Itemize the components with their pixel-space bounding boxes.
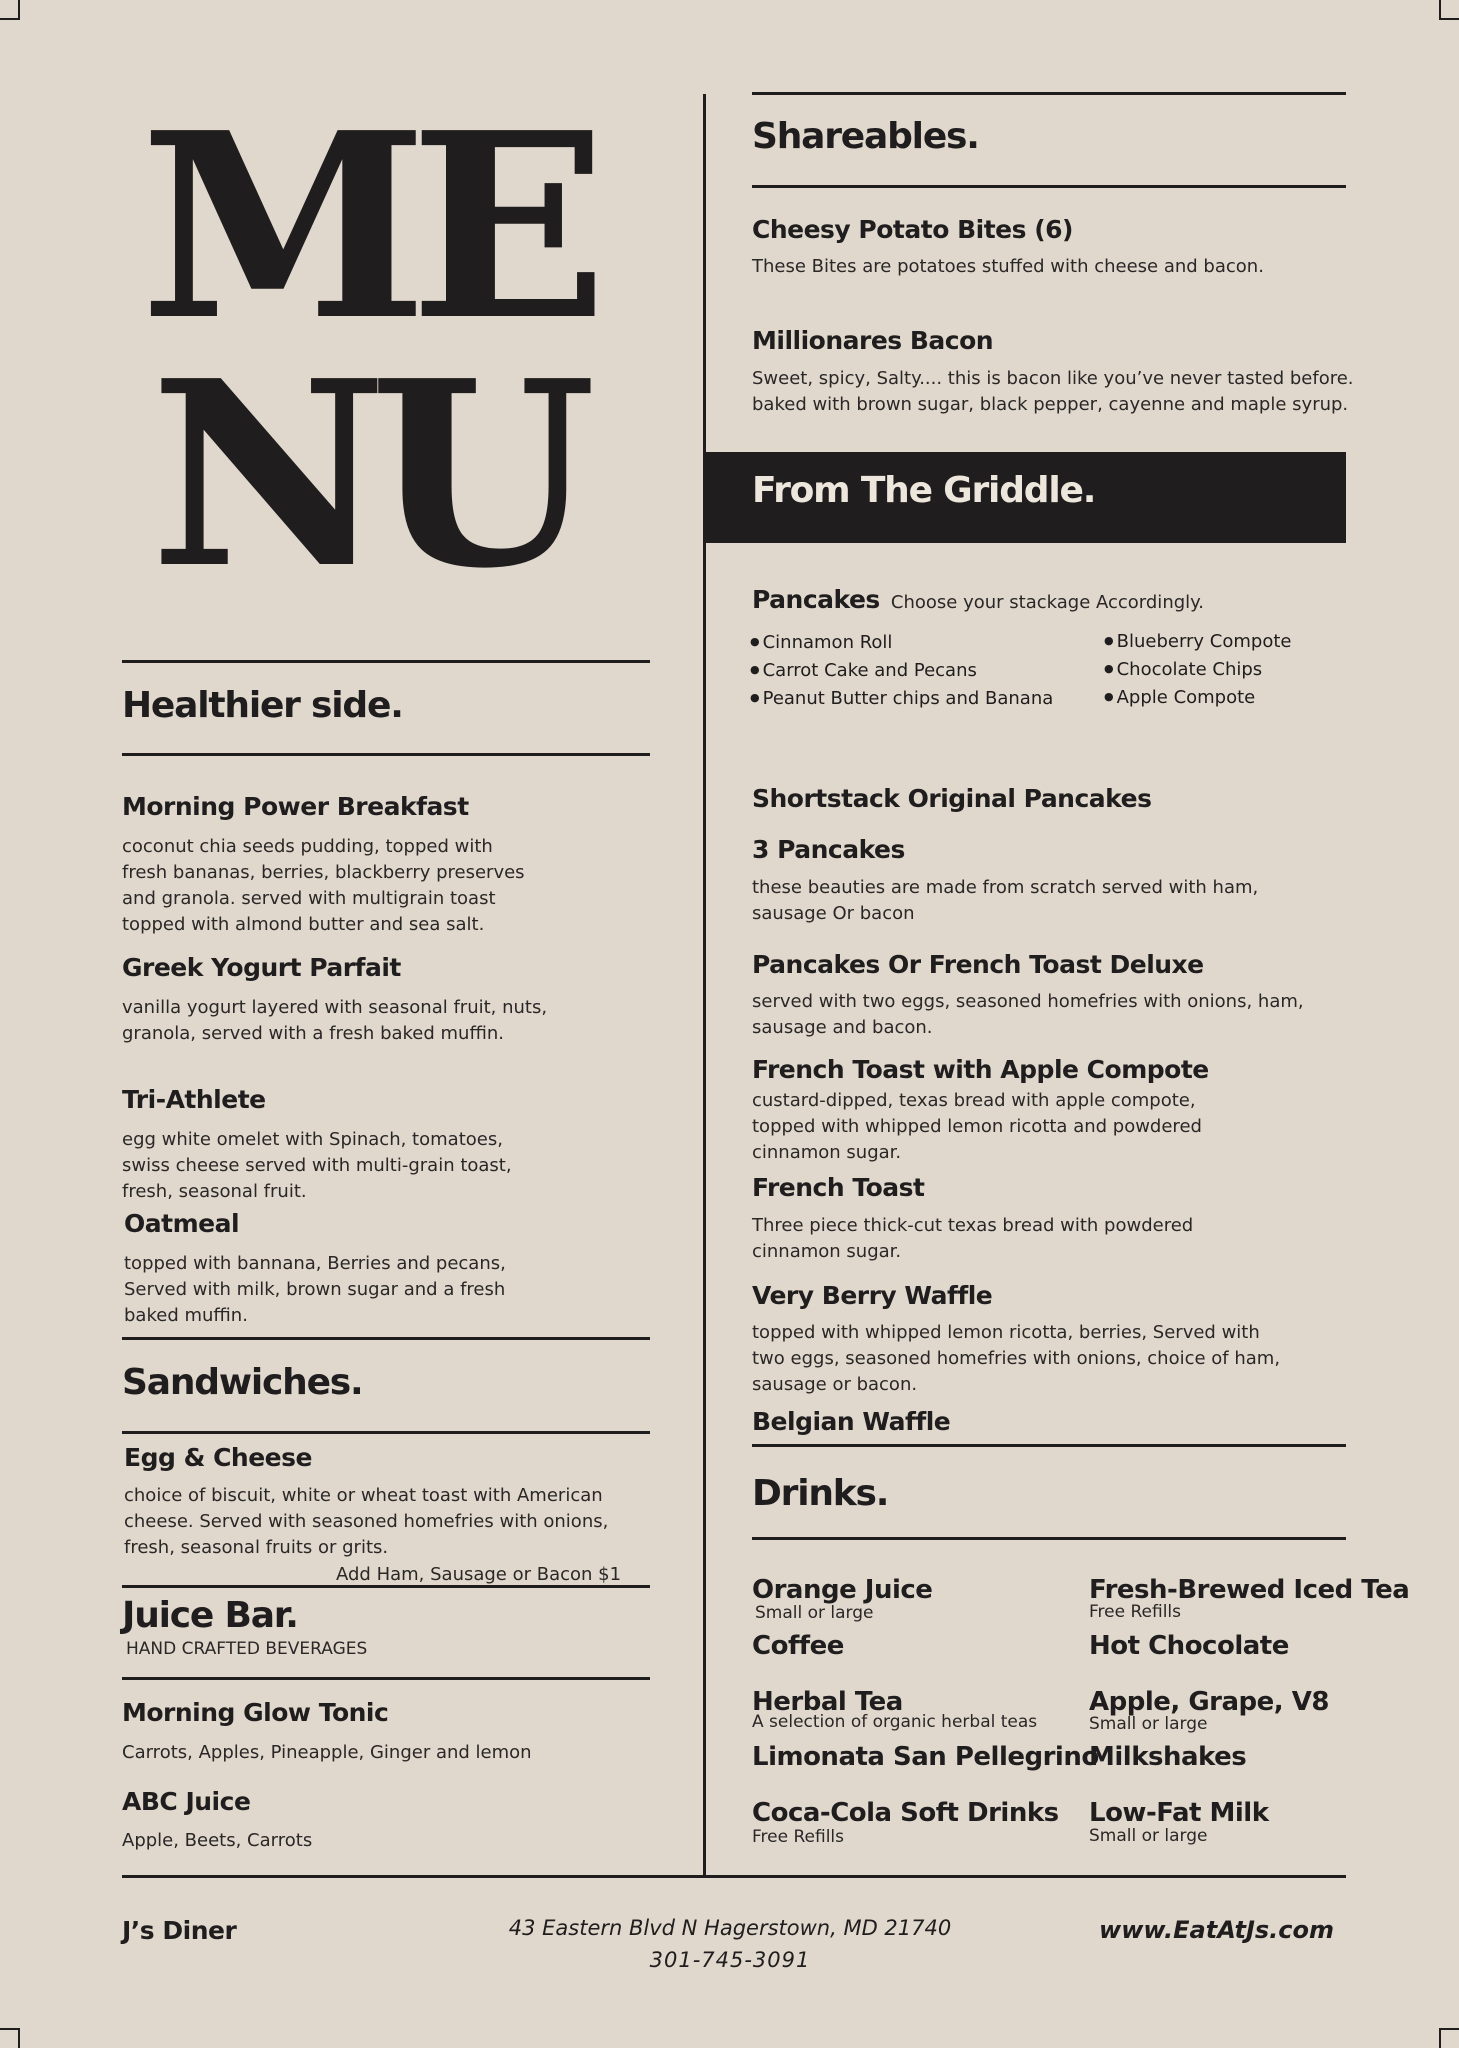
drink-note: Free Refills [1089,1602,1181,1622]
drink-name: Coca-Cola Soft Drinks [752,1798,1059,1828]
drink-name: Milkshakes [1089,1742,1247,1772]
desc-line: cinnamon sugar. [752,1241,902,1262]
drink-name: Hot Chocolate [1089,1631,1289,1661]
desc-line: two eggs, seasoned homefries with onions, choice of ham, [752,1348,1281,1369]
drink-name: Limonata San Pellegrino [752,1742,1099,1772]
drink-note: Free Refills [752,1827,844,1847]
desc-line: Three piece thick-cut texas bread with powdered [752,1215,1194,1236]
item-name: Cheesy Potato Bites (6) [752,215,1073,244]
crop-mark-top-left [0,0,20,20]
pancakes-name: Pancakes [752,585,880,614]
drinks-bottom-rule [752,1537,1346,1540]
desc-line: These Bites are potatoes stuffed with cheese and bacon. [752,256,1264,277]
footer-website[interactable]: www.EatAtJs.com [1099,1916,1334,1944]
item-name: Millionares Bacon [752,326,994,355]
item-name: Greek Yogurt Parfait [122,953,401,982]
desc-line: granola, served with a fresh baked muffin. [122,1023,504,1044]
desc-line: cheese. Served with seasoned homefries with onions, [124,1511,609,1532]
shareables-top-rule [752,92,1346,95]
item-desc [752,1320,1280,1398]
item-desc [752,366,1354,418]
center-divider [703,94,706,1876]
list-item: ● Cinnamon Roll [750,630,1053,658]
desc-line: cinnamon sugar. [752,1142,902,1163]
desc-line: custard-dipped, texas bread with apple compote, [752,1090,1196,1111]
drink-name: Fresh-Brewed Iced Tea [1089,1575,1410,1605]
desc-line: fresh, seasonal fruit. [122,1181,307,1202]
pancake-options-right [1104,629,1292,713]
footer-phone: 301-745-3091 [649,1948,811,1972]
pancakes-line [752,585,1204,616]
footer-address: 43 Eastern Blvd N Hagerstown, MD 21740 [508,1916,952,1940]
drinks-heading: Drinks. [752,1473,889,1514]
drink-name: Coffee [752,1631,844,1661]
item-desc [752,989,1304,1041]
menu-title-line-2: NU [150,326,578,625]
desc-line: coconut chia seeds pudding, topped with [122,836,493,857]
list-item: ● Peanut Butter chips and Banana [750,686,1053,714]
item-desc [124,1483,608,1561]
healthier-bottom-rule [122,753,650,756]
juice-top-rule [122,1585,650,1588]
drink-name: Orange Juice [752,1575,933,1605]
item-desc [752,1088,1202,1166]
drinks-top-rule [752,1444,1346,1447]
menu-title-line-1: ME [140,78,590,377]
juice-bottom-rule [122,1677,650,1680]
footer-rule [122,1875,1346,1878]
item-desc [122,1127,512,1205]
shareables-heading: Shareables. [752,116,979,157]
desc-line: sausage Or bacon [752,903,915,924]
item-desc [124,1251,506,1329]
item-name: Morning Glow Tonic [122,1698,389,1727]
shareables-bottom-rule [752,185,1346,188]
list-item: ● Chocolate Chips [1104,657,1292,685]
desc-line: Served with milk, brown sugar and a fresh [124,1279,506,1300]
crop-mark-top-right [1439,0,1459,20]
addon-note: Add Ham, Sausage or Bacon $1 [336,1564,622,1585]
drink-name: Apple, Grape, V8 [1089,1687,1329,1717]
drink-note: Small or large [755,1603,874,1623]
juice-subheading: HAND CRAFTED BEVERAGES [126,1639,368,1659]
item-name: Pancakes Or French Toast Deluxe [752,950,1204,979]
desc-line: baked with brown sugar, black pepper, cayenne and maple syrup. [752,394,1349,415]
belgian-waffle: Belgian Waffle [752,1407,951,1436]
desc-line: choice of biscuit, white or wheat toast with American [124,1485,603,1506]
list-item: ● Blueberry Compote [1104,629,1292,657]
drink-note: Small or large [1089,1714,1208,1734]
desc-line: sausage or bacon. [752,1374,918,1395]
desc-line: Sweet, spicy, Salty.... this is bacon like you’ve never tasted before. [752,368,1354,389]
drink-note: Small or large [1089,1826,1208,1846]
drink-name: Low-Fat Milk [1089,1798,1269,1828]
pancake-options-left [750,630,1053,714]
item-desc [752,254,1264,280]
item-name: Oatmeal [124,1209,240,1238]
desc-line: swiss cheese served with multi-grain toast, [122,1155,512,1176]
desc-line: fresh bananas, berries, blackberry preserves [122,862,525,883]
item-name: Very Berry Waffle [752,1281,993,1310]
list-item: ● Apple Compote [1104,685,1292,713]
item-name: 3 Pancakes [752,835,905,864]
healthier-top-rule [122,660,650,663]
item-desc: Carrots, Apples, Pineapple, Ginger and lemon [122,1742,532,1763]
crop-mark-bottom-right [1439,2028,1459,2048]
sandwiches-heading: Sandwiches. [122,1362,363,1403]
item-name: Morning Power Breakfast [122,792,469,821]
drink-note: A selection of organic herbal teas [752,1712,1038,1732]
healthier-heading: Healthier side. [122,685,403,726]
list-item: ● Carrot Cake and Pecans [750,658,1053,686]
item-name: French Toast with Apple Compote [752,1055,1209,1084]
desc-line: vanilla yogurt layered with seasonal fruit, nuts, [122,997,548,1018]
item-desc [122,995,547,1047]
item-name: Tri-Athlete [122,1085,266,1114]
desc-line: topped with almond butter and sea salt. [122,914,485,935]
shortstack-heading: Shortstack Original Pancakes [752,784,1152,813]
item-desc [122,834,525,938]
sandwiches-bottom-rule [122,1431,650,1434]
item-name: French Toast [752,1173,925,1202]
item-desc [752,1213,1193,1265]
sandwiches-top-rule [122,1337,650,1340]
item-desc [752,875,1258,927]
desc-line: topped with whipped lemon ricotta and powdered [752,1116,1202,1137]
item-name: ABC Juice [122,1787,251,1816]
desc-line: served with two eggs, seasoned homefries with onions, ham, [752,991,1304,1012]
desc-line: baked muffin. [124,1305,248,1326]
desc-line: topped with bannana, Berries and pecans, [124,1253,506,1274]
item-name: Egg & Cheese [124,1443,312,1472]
crop-mark-bottom-left [0,2028,20,2048]
drink-name: Herbal Tea [752,1687,903,1717]
griddle-heading: From The Griddle. [752,470,1096,511]
desc-line: egg white omelet with Spinach, tomatoes, [122,1129,503,1150]
pancakes-tagline: Choose your stackage Accordingly. [890,592,1204,613]
juice-heading: Juice Bar. [122,1595,298,1636]
footer-restaurant-name: J’s Diner [122,1916,237,1945]
desc-line: sausage and bacon. [752,1017,933,1038]
desc-line: these beauties are made from scratch served with ham, [752,877,1259,898]
desc-line: fresh, seasonal fruits or grits. [124,1537,389,1558]
desc-line: and granola. served with multigrain toast [122,888,496,909]
desc-line: topped with whipped lemon ricotta, berries, Served with [752,1322,1260,1343]
item-desc: Apple, Beets, Carrots [122,1830,313,1851]
